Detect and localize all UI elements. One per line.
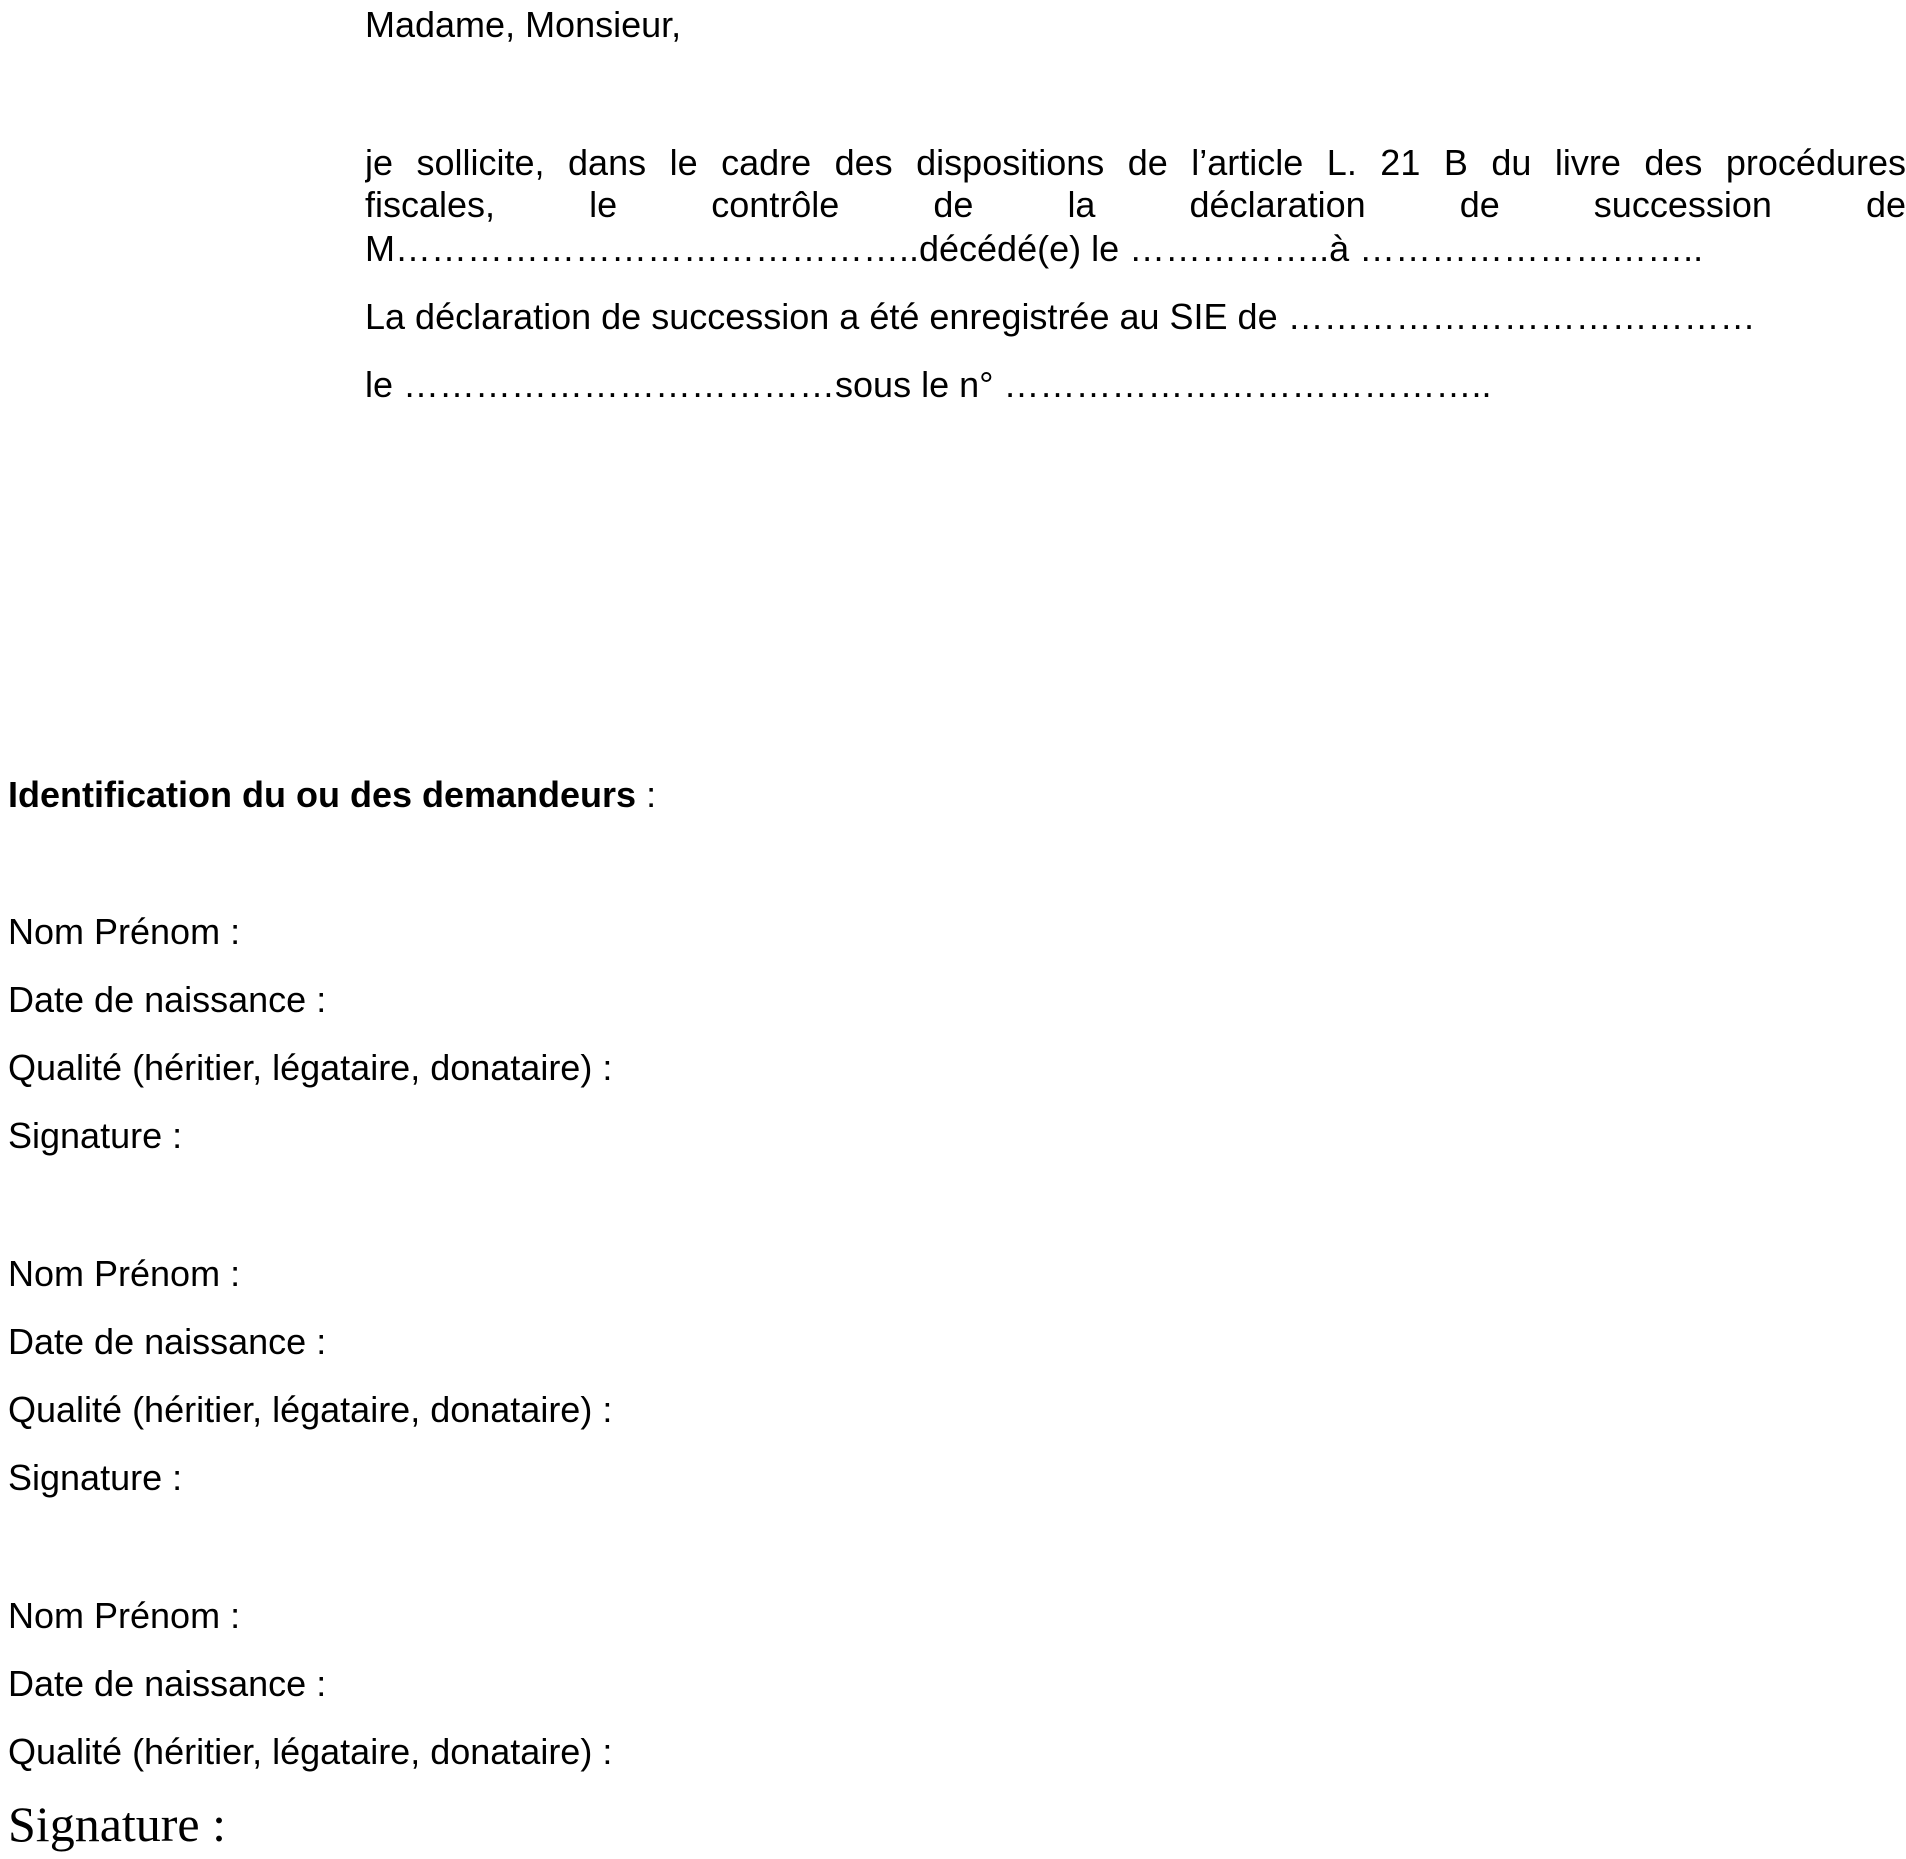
- applicant-1-birthdate-label: Date de naissance :: [8, 979, 327, 1020]
- identification-heading-colon: :: [636, 774, 657, 815]
- applicant-2-birthdate-label: Date de naissance :: [8, 1321, 327, 1362]
- applicant-1-signature-label: Signature :: [8, 1115, 183, 1156]
- request-paragraph-line-2: fiscales, le contrôle de la déclaration de succession de: [365, 184, 1906, 225]
- applicant-3-name-label: Nom Prénom :: [8, 1595, 241, 1636]
- identification-heading-text: Identification du ou des demandeurs: [8, 774, 637, 815]
- applicant-1-name-label: Nom Prénom :: [8, 911, 241, 952]
- request-paragraph-line-3: M……………………………………..décédé(e) le ……………..à ………………………..: [365, 228, 1704, 269]
- applicant-1-quality-label: Qualité (héritier, légataire, donataire) :: [8, 1047, 613, 1088]
- applicant-2-quality-label: Qualité (héritier, légataire, donataire) :: [8, 1389, 613, 1430]
- applicant-2-signature-label: Signature :: [8, 1457, 183, 1498]
- applicant-3-quality-label: Qualité (héritier, légataire, donataire) :: [8, 1731, 613, 1772]
- identification-heading: [8, 773, 656, 817]
- request-paragraph-line-1: je sollicite, dans le cadre des dispositions de l’article L. 21 B du livre des procédures: [365, 142, 1906, 183]
- applicant-3-birthdate-label: Date de naissance :: [8, 1663, 327, 1704]
- applicant-2-name-label: Nom Prénom :: [8, 1253, 241, 1294]
- registration-line: La déclaration de succession a été enregistrée au SIE de …………………………………: [365, 296, 1756, 337]
- date-number-line: le ………………………………sous le n° …………………………………..: [365, 364, 1492, 405]
- salutation: Madame, Monsieur,: [365, 4, 682, 45]
- applicant-3-signature-label: Signature :: [8, 1796, 227, 1852]
